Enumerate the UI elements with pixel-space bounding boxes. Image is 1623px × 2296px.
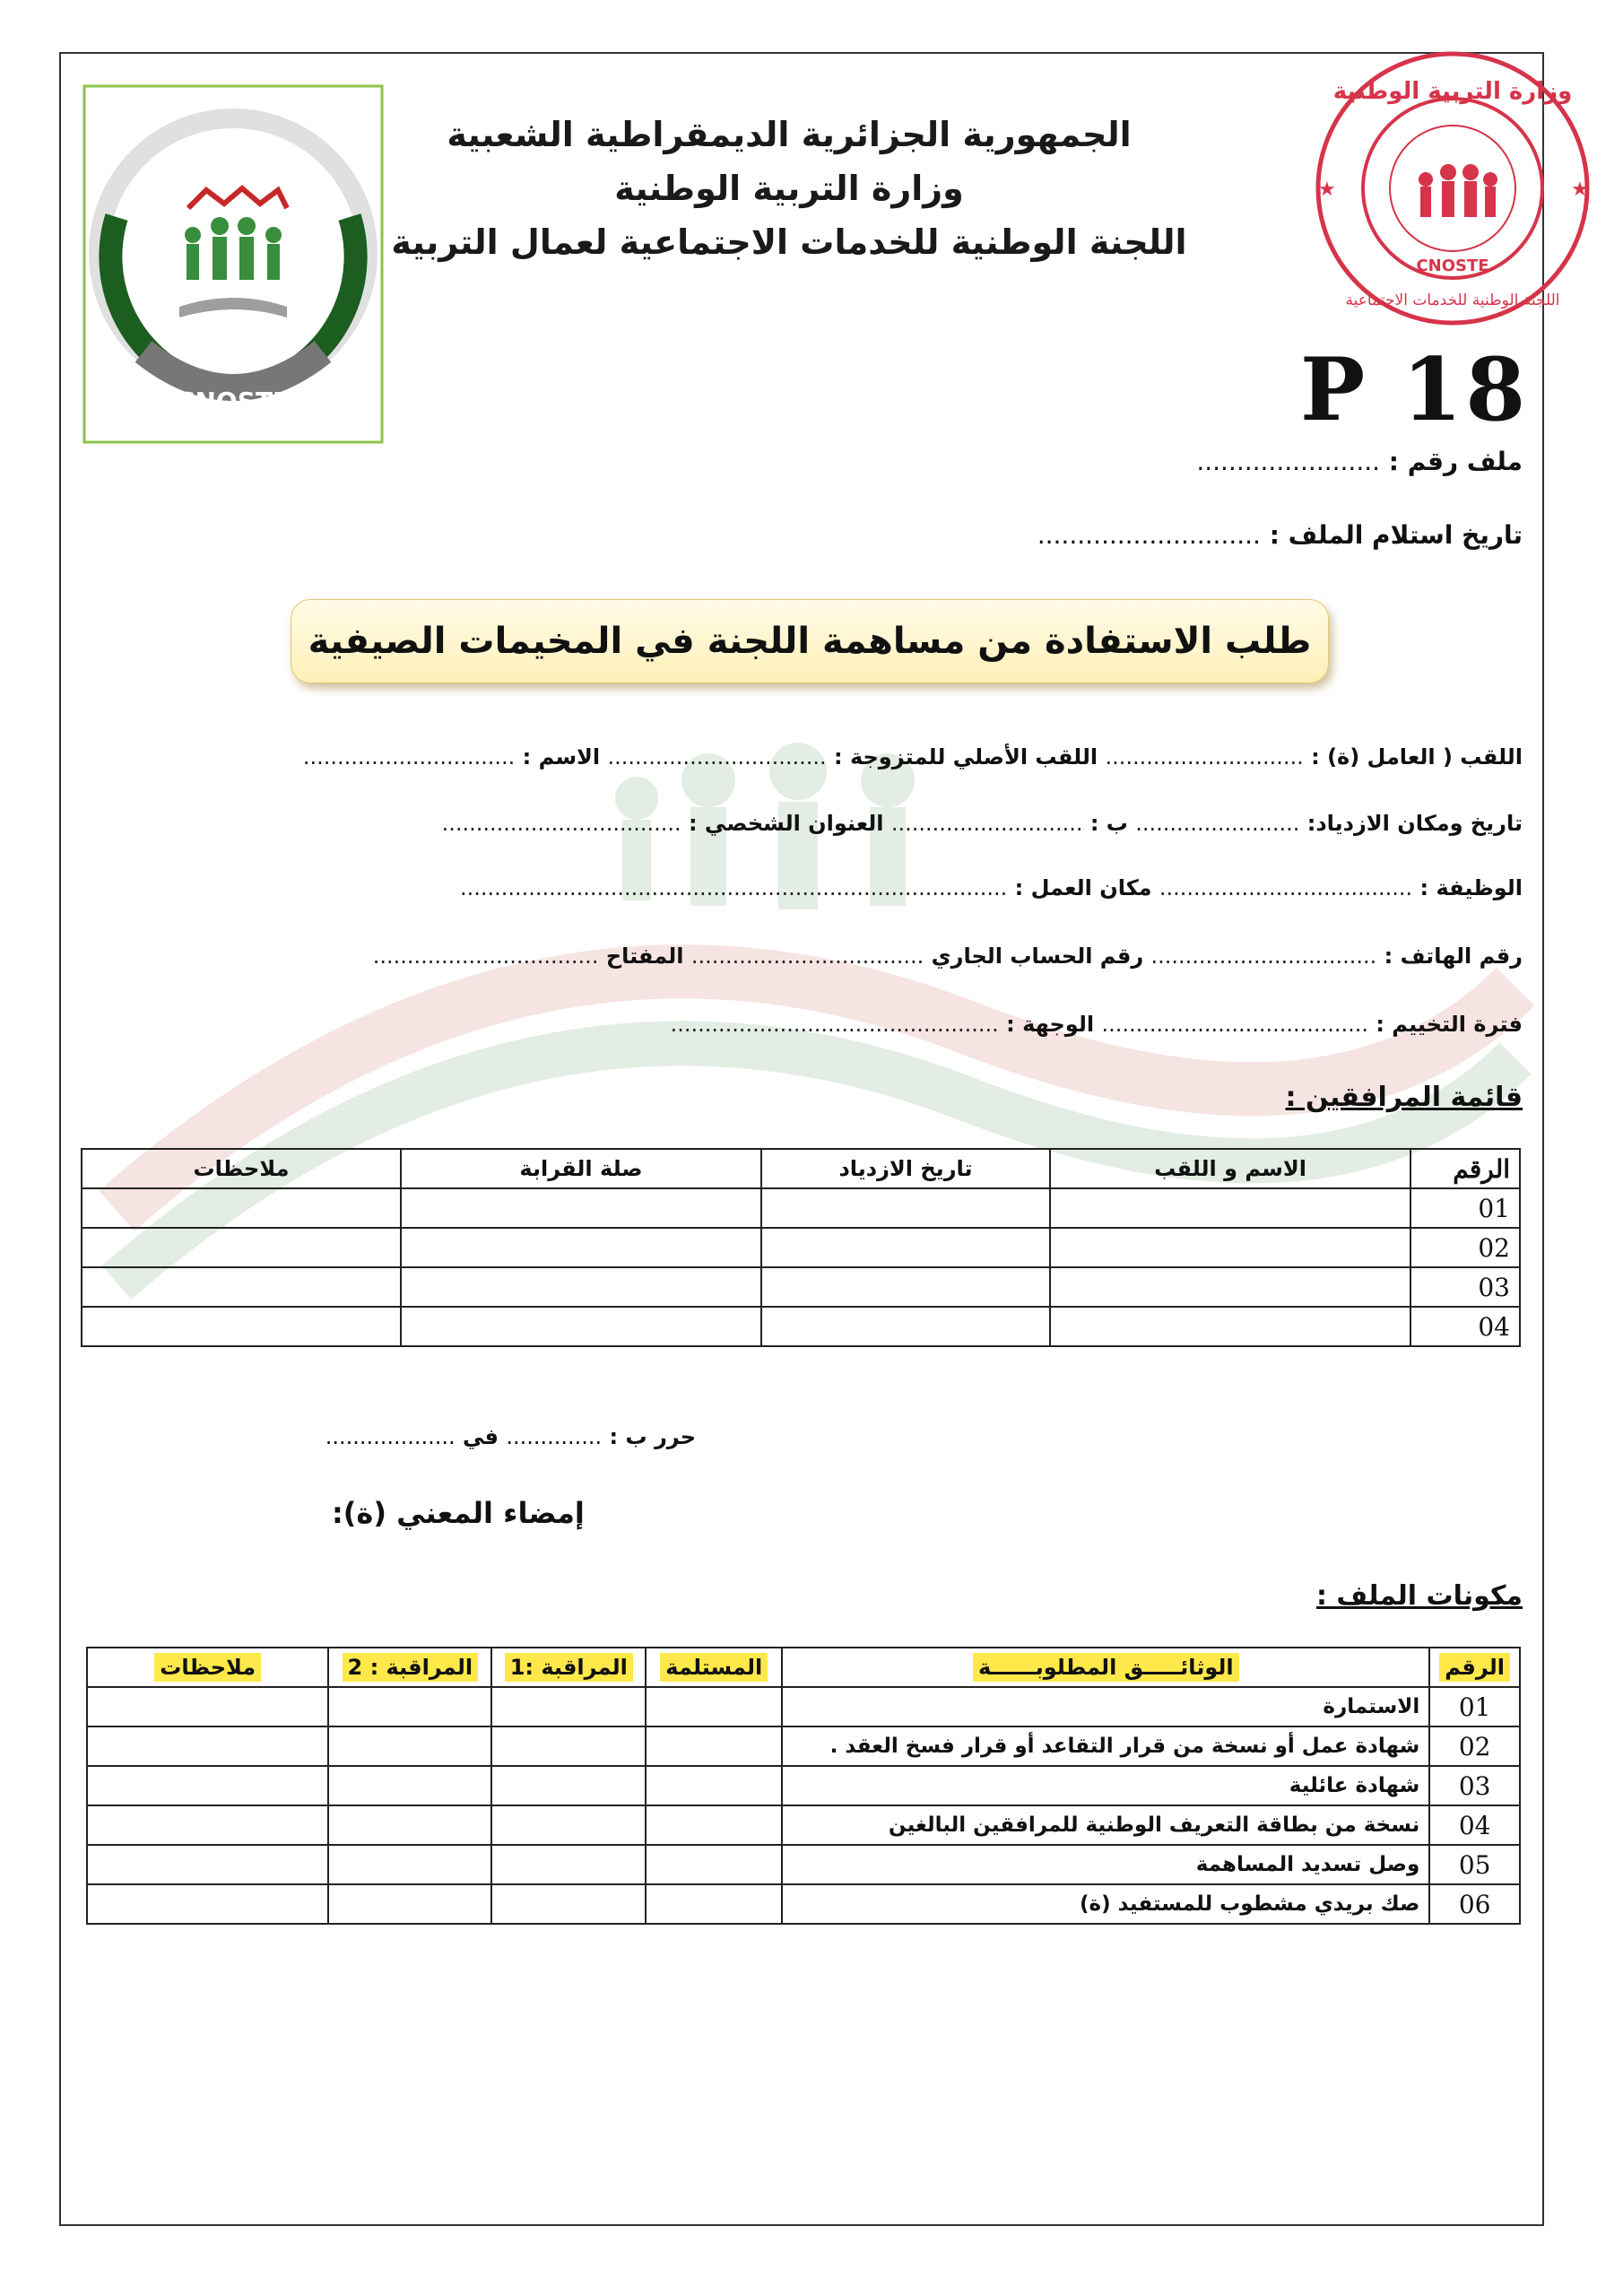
cell-check-2[interactable]: [328, 1845, 491, 1884]
table-row: [87, 1845, 1520, 1884]
table-row: [82, 1188, 1520, 1228]
cell-check-2[interactable]: [328, 1766, 491, 1805]
job-field[interactable]: .....................................: [1159, 875, 1413, 900]
maiden-name-label: اللقب الأصلي للمتزوجة :: [834, 744, 1098, 770]
cell-received[interactable]: [646, 1884, 782, 1924]
row-number: 03: [1429, 1766, 1520, 1805]
svg-text:CNOSTE: CNOSTE: [1416, 257, 1489, 275]
document-name: صك بريدي مشطوب للمستفيد (ة): [782, 1884, 1429, 1924]
cell-notes[interactable]: [82, 1228, 401, 1267]
header-republic: الجمهورية الجزائرية الديمقراطية الشعبية: [447, 115, 1132, 154]
cell-name[interactable]: [1050, 1307, 1410, 1346]
document-name: شهادة عمل أو نسخة من قرار التقاعد أو قرار فسخ العقد .: [782, 1726, 1429, 1766]
cell-received[interactable]: [646, 1766, 782, 1805]
table-row: [87, 1805, 1520, 1845]
name-line: [251, 744, 1523, 770]
cell-name[interactable]: [1050, 1228, 1410, 1267]
row-number: 01: [1410, 1188, 1520, 1228]
form-code: P 18: [1300, 339, 1530, 440]
col-check-2: المراقبة : 2: [328, 1648, 491, 1687]
cell-received[interactable]: [646, 1687, 782, 1726]
col-number: الرقم: [1429, 1648, 1520, 1687]
companions-heading: قائمة المرافقين :: [1285, 1082, 1523, 1113]
surname-field[interactable]: .............................: [1105, 744, 1304, 770]
header-committee: اللجنة الوطنية للخدمات الاجتماعية لعمال التربية: [391, 222, 1187, 262]
file-number-field[interactable]: .......................: [1196, 447, 1381, 476]
birth-line: [251, 811, 1523, 836]
cell-name[interactable]: [1050, 1267, 1410, 1307]
cell-relation[interactable]: [401, 1307, 761, 1346]
table-header-row: [82, 1149, 1520, 1188]
documents-heading: مكونات الملف :: [1315, 1580, 1523, 1612]
cell-relation[interactable]: [401, 1267, 761, 1307]
destination-label: الوجهة :: [1006, 1012, 1095, 1037]
row-number: 03: [1410, 1267, 1520, 1307]
col-notes: ملاحظات: [87, 1648, 328, 1687]
phone-line: [251, 944, 1523, 969]
header-ministry: وزارة التربية الوطنية: [614, 169, 964, 208]
cell-birth-date[interactable]: [761, 1307, 1050, 1346]
first-name-field[interactable]: ...............................: [302, 744, 516, 770]
cell-notes[interactable]: [82, 1307, 401, 1346]
key-field[interactable]: .................................: [372, 944, 599, 969]
table-row: [87, 1766, 1520, 1805]
row-number: 02: [1429, 1726, 1520, 1766]
receipt-date-label: تاريخ استلام الملف :: [1269, 520, 1523, 550]
col-name: الاسم و اللقب: [1050, 1149, 1410, 1188]
row-number: 04: [1429, 1805, 1520, 1845]
cell-name[interactable]: [1050, 1188, 1410, 1228]
document-name: الاستمارة: [782, 1687, 1429, 1726]
documents-table: [86, 1647, 1521, 1925]
document-name: وصل تسديد المساهمة: [782, 1845, 1429, 1884]
row-number: 02: [1410, 1228, 1520, 1267]
address-field[interactable]: ...................................: [441, 811, 681, 836]
phone-label: رقم الهاتف :: [1384, 944, 1523, 969]
surname-label: اللقب ( العامل (ة) :: [1311, 744, 1523, 770]
camp-line: [251, 1012, 1523, 1037]
table-header-row: [87, 1648, 1520, 1687]
written-at-field[interactable]: ..............: [506, 1424, 603, 1449]
birth-date-field[interactable]: ........................: [1135, 811, 1300, 836]
svg-text:★: ★: [1571, 178, 1589, 201]
destination-field[interactable]: ................................................: [670, 1012, 999, 1037]
table-row: [87, 1687, 1520, 1726]
key-label: المفتاح: [605, 944, 684, 969]
job-label: الوظيفة :: [1419, 875, 1523, 900]
row-number: 01: [1429, 1687, 1520, 1726]
col-number: الرقم: [1410, 1149, 1520, 1188]
col-notes: ملاحظات: [82, 1149, 401, 1188]
cell-birth-date[interactable]: [761, 1188, 1050, 1228]
cell-check-1[interactable]: [491, 1805, 646, 1845]
on-date-field[interactable]: ...................: [325, 1424, 456, 1449]
cell-check-1[interactable]: [491, 1687, 646, 1726]
col-check-1: المراقبة :1: [491, 1648, 646, 1687]
cell-birth-date[interactable]: [761, 1228, 1050, 1267]
cell-notes[interactable]: [87, 1884, 328, 1924]
cell-received[interactable]: [646, 1805, 782, 1845]
cell-check-2[interactable]: [328, 1726, 491, 1766]
cell-check-1[interactable]: [491, 1766, 646, 1805]
cell-relation[interactable]: [401, 1228, 761, 1267]
signature-label: إمضاء المعني (ة):: [332, 1496, 585, 1530]
camp-period-field[interactable]: .......................................: [1101, 1012, 1368, 1037]
camp-period-label: فترة التخييم :: [1376, 1012, 1523, 1037]
cell-notes[interactable]: [82, 1188, 401, 1228]
cell-notes[interactable]: [87, 1845, 328, 1884]
row-number: 05: [1429, 1845, 1520, 1884]
col-relation: صلة القرابة: [401, 1149, 761, 1188]
row-number: 06: [1429, 1884, 1520, 1924]
address-label: العنوان الشخصي :: [688, 811, 884, 836]
cell-notes[interactable]: [87, 1726, 328, 1766]
document-name: نسخة من بطاقة التعريف الوطنية للمرافقين البالغين: [782, 1805, 1429, 1845]
col-documents: الوثائـــــق المطلوبــــــة: [782, 1648, 1429, 1687]
workplace-label: مكان العمل :: [1014, 875, 1152, 900]
table-row: [82, 1267, 1520, 1307]
phone-field[interactable]: .................................: [1150, 944, 1377, 969]
on-date-label: في: [463, 1424, 499, 1449]
table-row: [82, 1228, 1520, 1267]
maiden-name-field[interactable]: ................................: [607, 744, 827, 770]
cell-check-2[interactable]: [328, 1687, 491, 1726]
cell-birth-date[interactable]: [761, 1267, 1050, 1307]
cell-check-1[interactable]: [491, 1845, 646, 1884]
header-titles: [386, 108, 1193, 269]
document-name: شهادة عائلية: [782, 1766, 1429, 1805]
cell-check-2[interactable]: [328, 1884, 491, 1924]
table-row: [87, 1726, 1520, 1766]
official-stamp-icon: [1291, 36, 1614, 341]
cell-received[interactable]: [646, 1845, 782, 1884]
birth-place-field[interactable]: ............................: [890, 811, 1083, 836]
written-at-label: حرر ب :: [609, 1424, 696, 1449]
workplace-field[interactable]: ................................................................................: [459, 875, 1008, 900]
companions-table: [81, 1148, 1521, 1347]
table-row: [82, 1307, 1520, 1346]
svg-text:★: ★: [1318, 178, 1336, 201]
svg-text:اللجنة الوطنية للخدمات الاجتما: اللجنة الوطنية للخدمات الاجتماعية: [1345, 291, 1560, 309]
receipt-date-line: [1037, 520, 1523, 550]
account-field[interactable]: ..................................: [690, 944, 924, 969]
written-at-line: [319, 1424, 696, 1449]
cell-notes[interactable]: [82, 1267, 401, 1307]
first-name-label: الاسم :: [522, 744, 601, 770]
svg-text:وزارة التربية الوطنية: وزارة التربية الوطنية: [1332, 78, 1573, 105]
cell-notes[interactable]: [87, 1687, 328, 1726]
row-number: 04: [1410, 1307, 1520, 1346]
cnoste-logo-icon: [81, 83, 386, 446]
table-row: [87, 1884, 1520, 1924]
birth-date-label: تاريخ ومكان الازدياد:: [1306, 811, 1523, 836]
svg-text:CNOSTE: CNOSTE: [176, 387, 291, 416]
file-number-label: ملف رقم :: [1388, 447, 1523, 476]
cell-notes[interactable]: [87, 1805, 328, 1845]
file-number-line: [1196, 447, 1523, 476]
cell-check-1[interactable]: [491, 1884, 646, 1924]
cell-relation[interactable]: [401, 1188, 761, 1228]
col-received: المستلمة: [646, 1648, 782, 1687]
cell-check-1[interactable]: [491, 1726, 646, 1766]
birth-place-label: ب :: [1089, 811, 1128, 836]
account-label: رقم الحساب الجاري: [931, 944, 1144, 969]
receipt-date-field[interactable]: ............................: [1037, 520, 1261, 550]
form-title: طلب الاستفادة من مساهمة اللجنة في المخيمات الصيفية: [291, 599, 1329, 683]
cell-notes[interactable]: [87, 1766, 328, 1805]
cell-check-2[interactable]: [328, 1805, 491, 1845]
col-birth-date: تاريخ الازدياد: [761, 1149, 1050, 1188]
cell-received[interactable]: [646, 1726, 782, 1766]
job-line: [251, 875, 1523, 900]
